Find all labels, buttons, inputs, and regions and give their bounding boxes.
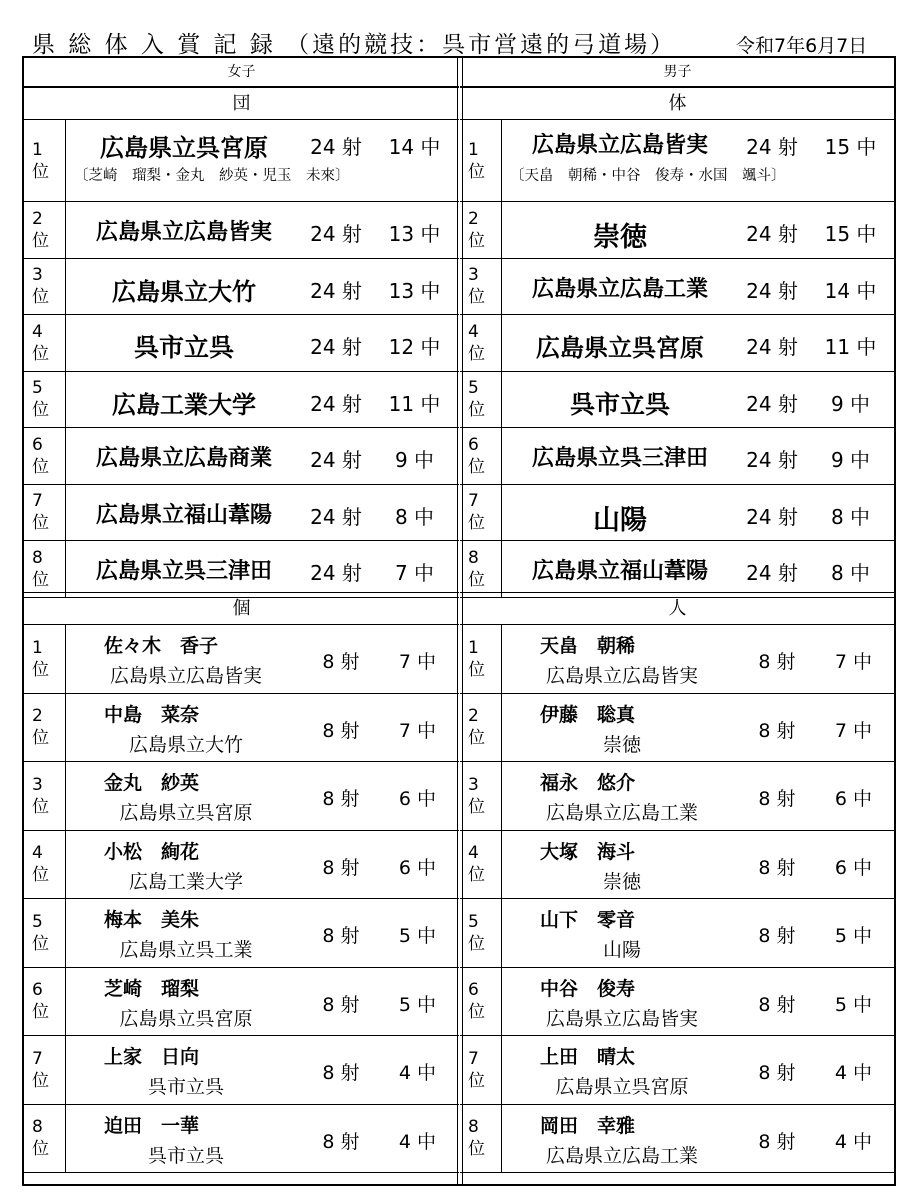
hits-count: 4 中 — [398, 1130, 437, 1153]
rank-suffix: 位 — [32, 728, 49, 749]
hits-count: 5 中 — [834, 993, 873, 1016]
rank-suffix: 位 — [468, 659, 485, 680]
shots-count: 24 射 — [310, 561, 362, 586]
rank-cell — [460, 428, 502, 484]
rank-suffix: 位 — [32, 1070, 49, 1091]
rank-suffix: 位 — [468, 456, 485, 477]
athlete-name: 小松 絢花 — [104, 840, 200, 863]
individual-section-label-left: 個 — [24, 592, 459, 625]
rank-number: 3 — [468, 265, 479, 286]
results-table — [22, 56, 896, 1186]
rank-cell — [24, 899, 66, 967]
school-name: 呉市立呉 — [133, 333, 234, 363]
hits-count: 8 中 — [830, 504, 871, 529]
individual-row — [24, 968, 459, 1037]
school-name: 広島県立呉三津田 — [531, 446, 708, 472]
hits-count: 7 中 — [398, 719, 437, 742]
rank-cell — [24, 541, 66, 597]
individual-row — [460, 762, 895, 831]
male-header: 男子 — [460, 58, 895, 87]
school-name: 広島県立呉三津田 — [95, 559, 272, 585]
hits-count: 9 中 — [394, 448, 435, 473]
hits-count: 7 中 — [834, 719, 873, 742]
rank-suffix: 位 — [32, 569, 49, 590]
hits-count: 8 中 — [830, 561, 871, 586]
athlete-name: 上家 日向 — [104, 1046, 200, 1068]
rank-number: 7 — [32, 491, 43, 512]
rank-suffix: 位 — [468, 287, 485, 308]
shots-count: 24 射 — [746, 391, 798, 416]
hits-count: 6 中 — [398, 856, 437, 879]
rank-suffix: 位 — [32, 456, 49, 477]
rank-cell — [24, 831, 66, 899]
hits-count: 11 中 — [824, 335, 877, 360]
rank-cell — [24, 485, 66, 541]
school-name: 広島県立広島皆実 — [95, 220, 272, 246]
hits-count: 4 中 — [834, 1062, 873, 1084]
athlete-school: 広島県立呉宮原 — [119, 1007, 253, 1030]
hits-count: 5 中 — [398, 925, 437, 947]
team-row — [460, 485, 895, 542]
rank-cell — [460, 372, 502, 428]
rank-cell — [24, 372, 66, 428]
team-section-label-right: 体 — [460, 87, 895, 120]
rank-suffix: 位 — [32, 933, 49, 954]
athlete-school: 呉市立呉 — [147, 1076, 224, 1098]
rank-cell — [460, 1105, 502, 1173]
rank-number: 5 — [468, 378, 479, 399]
rank-cell — [460, 762, 502, 830]
team-row — [460, 259, 895, 316]
athlete-school: 崇徳 — [602, 870, 641, 893]
rank-number: 4 — [468, 843, 479, 864]
rank-cell — [24, 1105, 66, 1173]
shots-count: 8 射 — [758, 1130, 796, 1153]
school-name: 山陽 — [593, 504, 647, 536]
hits-count: 7 中 — [394, 561, 435, 586]
shots-count: 8 射 — [322, 788, 360, 810]
athlete-school: 広島県立広島工業 — [545, 1144, 698, 1167]
athlete-name: 金丸 紗英 — [104, 772, 200, 794]
rank-cell — [24, 202, 66, 258]
rank-cell — [460, 315, 502, 371]
shots-count: 24 射 — [746, 135, 798, 159]
rank-number: 5 — [32, 911, 43, 932]
shots-count: 8 射 — [322, 925, 360, 947]
individual-row — [460, 694, 895, 763]
record-date: 令和7年6月7日 — [736, 35, 868, 57]
rank-cell — [460, 625, 502, 693]
rank-suffix: 位 — [468, 400, 485, 421]
athlete-name: 迫田 一華 — [104, 1114, 200, 1137]
team-row — [460, 541, 895, 598]
female-header: 女子 — [24, 58, 459, 87]
rank-suffix: 位 — [468, 1070, 485, 1091]
athlete-name: 芝崎 瑠梨 — [104, 977, 200, 1000]
rank-number: 5 — [468, 911, 479, 932]
rank-cell — [460, 541, 502, 597]
shots-count: 24 射 — [310, 335, 362, 360]
team-row — [460, 120, 895, 202]
team-row — [24, 259, 459, 316]
shots-count: 8 射 — [758, 1062, 796, 1084]
shots-count: 24 射 — [310, 504, 362, 529]
rank-suffix: 位 — [32, 513, 49, 534]
rank-number: 6 — [32, 980, 43, 1001]
hits-count: 13 中 — [388, 222, 441, 247]
rank-number: 3 — [32, 774, 43, 795]
athlete-name: 福永 悠介 — [540, 772, 636, 794]
team-row — [460, 315, 895, 372]
rank-cell — [460, 259, 502, 315]
header — [0, 0, 916, 56]
individual-row — [24, 899, 459, 968]
hits-count: 12 中 — [388, 335, 441, 360]
rank-number: 3 — [32, 265, 43, 286]
shots-count: 8 射 — [758, 651, 796, 673]
athlete-school: 広島県立呉宮原 — [119, 802, 253, 824]
athlete-name: 梅本 美朱 — [104, 909, 200, 931]
rank-suffix: 位 — [32, 1139, 49, 1160]
individual-row — [24, 694, 459, 763]
shots-count: 8 射 — [758, 925, 796, 947]
rank-cell — [460, 831, 502, 899]
rank-suffix: 位 — [468, 865, 485, 886]
shots-count: 8 射 — [322, 856, 360, 879]
rank-suffix: 位 — [468, 1139, 485, 1160]
shots-count: 8 射 — [758, 788, 796, 810]
rank-number: 7 — [32, 1048, 43, 1069]
athlete-school: 広島工業大学 — [128, 870, 243, 893]
athlete-name: 佐々木 香子 — [104, 635, 219, 657]
rank-suffix: 位 — [468, 796, 485, 817]
athlete-school: 呉市立呉 — [147, 1144, 224, 1167]
shots-count: 24 射 — [746, 278, 798, 303]
shots-count: 24 射 — [310, 135, 362, 159]
rank-number: 2 — [32, 208, 43, 229]
athlete-name: 中谷 俊寿 — [540, 977, 636, 1000]
individual-row — [24, 625, 459, 694]
team-members: 〔天畠 朝稀・中谷 俊寿・水国 颯斗〕 — [510, 168, 786, 184]
rank-number: 1 — [468, 637, 479, 658]
school-name: 広島工業大学 — [112, 390, 256, 419]
rank-number: 2 — [468, 706, 479, 727]
shots-count: 24 射 — [310, 278, 362, 303]
individual-row — [460, 899, 895, 968]
individual-row — [460, 831, 895, 900]
shots-count: 8 射 — [758, 719, 796, 742]
rank-suffix: 位 — [32, 287, 49, 308]
rank-number: 1 — [32, 637, 43, 658]
athlete-name: 岡田 幸雅 — [540, 1114, 636, 1137]
rank-cell — [460, 694, 502, 762]
rank-suffix: 位 — [468, 569, 485, 590]
rank-suffix: 位 — [468, 161, 485, 182]
school-name: 広島県立福山葦陽 — [95, 502, 272, 528]
rank-suffix: 位 — [468, 230, 485, 251]
rank-number: 6 — [32, 434, 43, 455]
athlete-school: 広島県立広島皆実 — [109, 665, 262, 687]
hits-count: 5 中 — [834, 925, 873, 947]
team-row — [24, 202, 459, 259]
rank-cell — [24, 625, 66, 693]
school-name: 広島県立広島皆実 — [531, 133, 708, 158]
rank-cell — [24, 428, 66, 484]
rank-cell — [24, 259, 66, 315]
team-row — [460, 372, 895, 429]
rank-suffix: 位 — [468, 1002, 485, 1023]
shots-count: 24 射 — [746, 561, 798, 586]
hits-count: 4 中 — [398, 1062, 437, 1084]
athlete-name: 中島 菜奈 — [104, 703, 200, 726]
rank-suffix: 位 — [32, 343, 49, 364]
rank-number: 8 — [32, 1117, 43, 1138]
team-row — [24, 428, 459, 485]
rank-number: 8 — [32, 547, 43, 568]
hits-count: 14 中 — [824, 278, 877, 303]
hits-count: 14 中 — [388, 135, 441, 159]
individual-row — [460, 1036, 895, 1105]
individual-row — [24, 762, 459, 831]
individual-row — [460, 968, 895, 1037]
athlete-school: 広島県立大竹 — [128, 733, 243, 756]
shots-count: 8 射 — [322, 1062, 360, 1084]
individual-row — [460, 1105, 895, 1174]
school-name: 広島県立広島工業 — [531, 276, 708, 302]
shots-count: 8 射 — [758, 856, 796, 879]
individual-row — [24, 1036, 459, 1105]
school-name: 呉市立呉 — [569, 389, 670, 419]
rank-cell — [460, 120, 502, 201]
rank-cell — [460, 485, 502, 541]
rank-number: 8 — [468, 1117, 479, 1138]
rank-cell — [24, 694, 66, 762]
hits-count: 8 中 — [394, 504, 435, 529]
shots-count: 8 射 — [758, 993, 796, 1016]
shots-count: 8 射 — [322, 651, 360, 673]
rank-cell — [460, 968, 502, 1036]
team-row — [24, 541, 459, 598]
hits-count: 5 中 — [398, 993, 437, 1016]
rank-suffix: 位 — [32, 230, 49, 251]
rank-suffix: 位 — [468, 728, 485, 749]
hits-count: 6 中 — [834, 856, 873, 879]
shots-count: 24 射 — [310, 448, 362, 473]
rank-number: 1 — [468, 139, 479, 160]
athlete-school: 広島県立呉宮原 — [555, 1076, 689, 1098]
team-members: 〔芝崎 瑠梨・金丸 紗英・児玉 未來〕 — [74, 168, 350, 184]
shots-count: 24 射 — [746, 448, 798, 473]
athlete-name: 大塚 海斗 — [540, 840, 636, 863]
hits-count: 15 中 — [824, 222, 877, 247]
athlete-school: 山陽 — [602, 939, 641, 961]
rank-cell — [24, 120, 66, 201]
team-row — [460, 202, 895, 259]
hits-count: 7 中 — [398, 651, 437, 673]
rank-number: 7 — [468, 1048, 479, 1069]
school-name: 広島県立広島商業 — [95, 446, 272, 472]
rank-number: 6 — [468, 980, 479, 1001]
individual-row — [24, 831, 459, 900]
team-row — [24, 315, 459, 372]
team-row — [24, 485, 459, 542]
shots-count: 24 射 — [746, 335, 798, 360]
rank-number: 2 — [468, 208, 479, 229]
rank-suffix: 位 — [468, 343, 485, 364]
team-row — [460, 428, 895, 485]
rank-number: 2 — [32, 706, 43, 727]
school-name: 広島県立呉宮原 — [536, 334, 704, 363]
athlete-school: 崇徳 — [602, 733, 641, 756]
hits-count: 9 中 — [830, 448, 871, 473]
school-name: 広島県立大竹 — [112, 277, 256, 306]
rank-cell — [24, 762, 66, 830]
athlete-school: 広島県立広島皆実 — [545, 665, 698, 687]
athlete-name: 山下 零音 — [540, 909, 636, 931]
rank-number: 8 — [468, 547, 479, 568]
hits-count: 15 中 — [824, 135, 877, 159]
hits-count: 13 中 — [388, 278, 441, 303]
athlete-school: 広島県立広島工業 — [545, 802, 698, 824]
rank-suffix: 位 — [32, 400, 49, 421]
rank-cell — [24, 968, 66, 1036]
athlete-name: 上田 晴太 — [540, 1046, 636, 1068]
team-row — [24, 120, 459, 202]
rank-number: 4 — [468, 321, 479, 342]
hits-count: 4 中 — [834, 1130, 873, 1153]
hits-count: 7 中 — [834, 651, 873, 673]
athlete-school: 広島県立呉工業 — [119, 939, 253, 961]
individual-row — [460, 625, 895, 694]
rank-suffix: 位 — [32, 659, 49, 680]
page-title: 県 総 体 入 賞 記 録 （遠的競技：呉市営遠的弓道場） — [32, 32, 677, 58]
rank-suffix: 位 — [468, 513, 485, 534]
hits-count: 11 中 — [388, 391, 441, 416]
team-section-label-left: 団 — [24, 87, 459, 120]
rank-number: 6 — [468, 434, 479, 455]
rank-suffix: 位 — [32, 796, 49, 817]
rank-number: 4 — [32, 843, 43, 864]
shots-count: 24 射 — [310, 391, 362, 416]
rank-cell — [460, 202, 502, 258]
hits-count: 6 中 — [398, 788, 437, 810]
shots-count: 24 射 — [746, 222, 798, 247]
rank-cell — [460, 899, 502, 967]
shots-count: 8 射 — [322, 719, 360, 742]
hits-count: 6 中 — [834, 788, 873, 810]
athlete-school: 広島県立広島皆実 — [545, 1007, 698, 1030]
rank-suffix: 位 — [32, 161, 49, 182]
athlete-name: 伊藤 聡真 — [540, 703, 636, 726]
rank-number: 3 — [468, 774, 479, 795]
rank-cell — [24, 315, 66, 371]
shots-count: 24 射 — [746, 504, 798, 529]
rank-number: 4 — [32, 321, 43, 342]
individual-section-label-right: 人 — [460, 592, 895, 625]
rank-number: 5 — [32, 378, 43, 399]
shots-count: 24 射 — [310, 222, 362, 247]
school-name: 広島県立呉宮原 — [100, 134, 268, 162]
shots-count: 8 射 — [322, 993, 360, 1016]
rank-number: 7 — [468, 491, 479, 512]
rank-suffix: 位 — [468, 933, 485, 954]
school-name: 崇徳 — [593, 222, 647, 254]
school-name: 広島県立福山葦陽 — [531, 559, 708, 585]
rank-cell — [460, 1036, 502, 1104]
individual-row — [24, 1105, 459, 1174]
athlete-name: 天畠 朝稀 — [540, 635, 636, 657]
rank-number: 1 — [32, 139, 43, 160]
shots-count: 8 射 — [322, 1130, 360, 1153]
team-row — [24, 372, 459, 429]
hits-count: 9 中 — [830, 391, 871, 416]
rank-cell — [24, 1036, 66, 1104]
rank-suffix: 位 — [32, 865, 49, 886]
rank-suffix: 位 — [32, 1002, 49, 1023]
